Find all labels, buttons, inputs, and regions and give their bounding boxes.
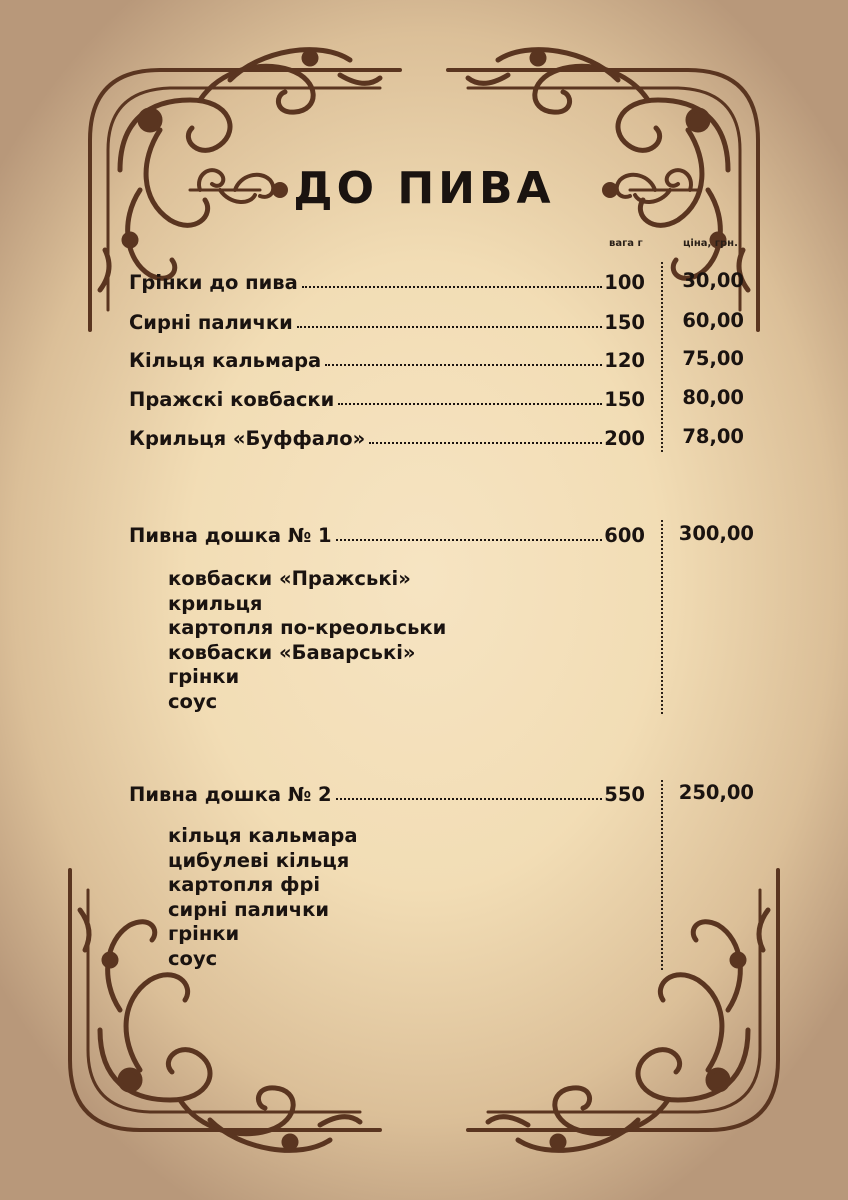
board-item (129, 780, 645, 806)
board-content-item: соус (168, 689, 218, 713)
board-price: 300,00 (678, 522, 754, 545)
board-content-item: картопля фрі (168, 873, 321, 896)
board-content-item: грінки (168, 922, 240, 945)
weight-column-header: вага г (609, 238, 643, 249)
board-content-item: соус (168, 946, 218, 970)
menu-item (129, 385, 645, 411)
board-name: Пивна дошка № 2 (129, 783, 332, 806)
item-price: 60,00 (682, 309, 744, 332)
leader-dots (336, 798, 603, 800)
board-weight: 550 (604, 783, 645, 806)
board-name: Пивна дошка № 1 (129, 524, 332, 547)
item-price: 78,00 (682, 425, 744, 448)
item-price: 30,00 (682, 269, 744, 292)
leader-dots (297, 326, 603, 328)
item-weight: 150 (604, 311, 645, 334)
item-name: Сирні палички (129, 311, 293, 334)
item-name: Пражскі ковбаски (129, 388, 335, 411)
leader-dots (338, 403, 602, 405)
board-content-item: крильця (168, 591, 263, 615)
item-price: 80,00 (682, 386, 744, 409)
leader-dots (336, 539, 603, 541)
board-content-item: грінки (168, 665, 240, 688)
column-separator (661, 780, 663, 970)
menu-item (129, 346, 645, 372)
item-weight: 120 (604, 349, 645, 372)
board-item (129, 521, 645, 547)
board-content-item: сирні палички (168, 897, 329, 921)
board-content-item: кільця кальмара (168, 824, 358, 847)
menu-item (129, 268, 645, 294)
board-content-item: ковбаски «Пражські» (168, 567, 411, 590)
page-title: ДО ПИВА (293, 163, 555, 214)
item-price: 75,00 (682, 347, 744, 370)
item-name: Грінки до пива (129, 271, 298, 294)
leader-dots (369, 442, 602, 444)
board-weight: 600 (604, 524, 645, 547)
column-separator (661, 520, 663, 714)
board-content-item: ковбаски «Баварські» (168, 640, 416, 664)
menu-item (129, 308, 645, 334)
leader-dots (302, 286, 602, 288)
board-contents (168, 567, 446, 714)
column-separator (661, 262, 663, 452)
board-content-item: цибулеві кільця (168, 848, 350, 872)
item-name: Кільця кальмара (129, 349, 322, 372)
item-weight: 200 (604, 427, 645, 450)
board-content-item: картопля по-креольськи (168, 616, 447, 639)
menu-item (129, 424, 645, 450)
item-weight: 100 (604, 271, 645, 294)
board-contents (168, 824, 358, 971)
price-column-header: ціна, грн. (683, 238, 738, 249)
leader-dots (325, 364, 602, 366)
board-price: 250,00 (678, 781, 754, 804)
item-weight: 150 (604, 388, 645, 411)
item-name: Крильця «Буффало» (129, 427, 366, 450)
